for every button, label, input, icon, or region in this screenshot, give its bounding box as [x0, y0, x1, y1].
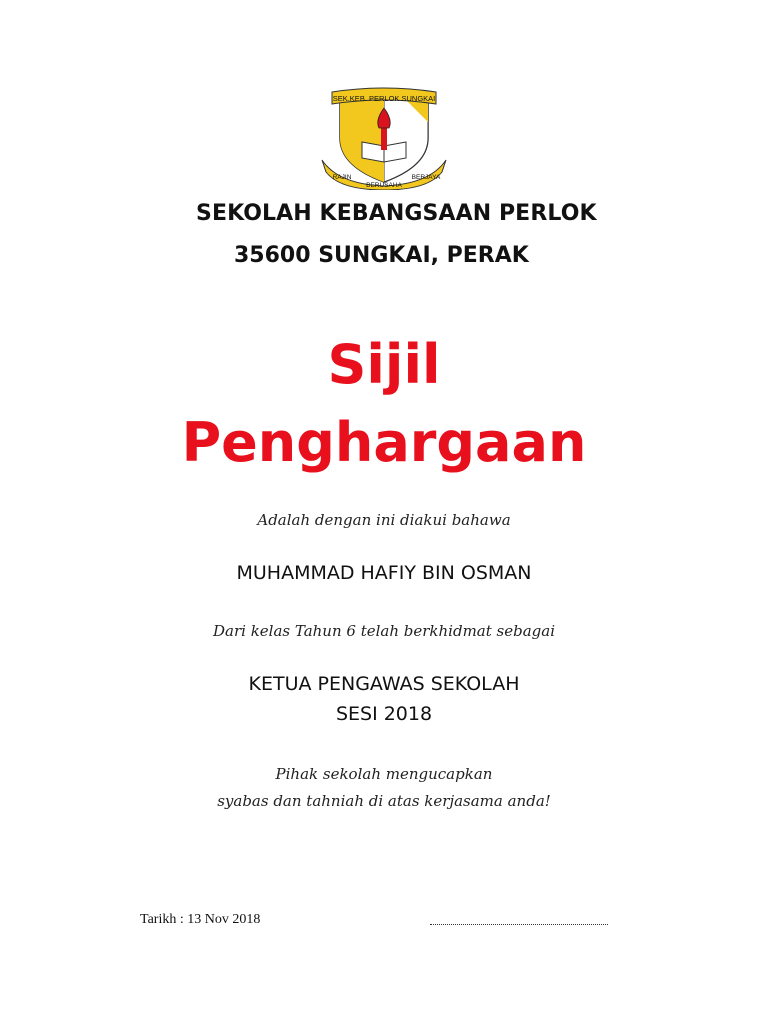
crest-ribbon-text: SEK.KEB. PERLOK SUNGKAI	[332, 94, 436, 103]
signature-line	[430, 916, 608, 925]
recipient-name: MUHAMMAD HAFIY BIN OSMAN	[236, 562, 532, 584]
school-address: 35600 SUNGKAI, PERAK	[234, 243, 529, 268]
school-name: SEKOLAH KEBANGSAAN PERLOK	[196, 201, 597, 226]
closing-line-2: syabas dan tahniah di atas kerjasama anda!	[217, 792, 551, 810]
session-text: SESI 2018	[335, 703, 433, 725]
school-crest-logo	[318, 86, 450, 190]
date-text: Tarikh : 13 Nov 2018	[140, 912, 261, 927]
role-title: KETUA PENGAWAS SEKOLAH	[248, 673, 520, 695]
crest-motto-3: BERJAYA	[411, 174, 441, 181]
certificate-title-line2: Penghargaan	[181, 411, 587, 474]
crest-motto-2: BERUSAHA	[366, 182, 402, 189]
intro-text: Adalah dengan ini diakui bahawa	[257, 511, 511, 529]
certificate-title-line1: Sijil	[327, 333, 441, 396]
class-text: Dari kelas Tahun 6 telah berkhidmat sebagai	[212, 622, 556, 640]
closing-line-1: Pihak sekolah mengucapkan	[275, 765, 493, 783]
crest-motto-1: RAJIN	[332, 174, 352, 181]
